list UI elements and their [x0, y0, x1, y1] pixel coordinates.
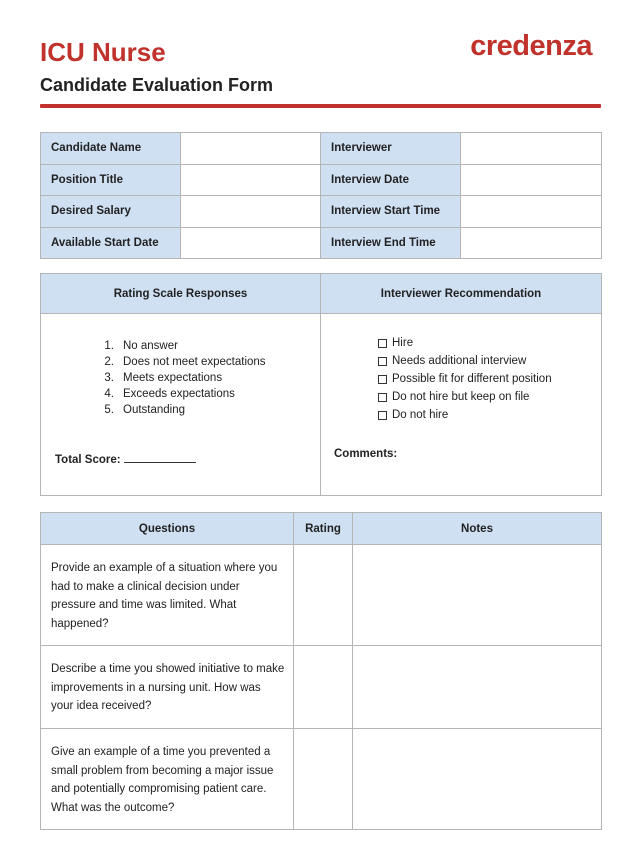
candidate-name-field[interactable]	[181, 133, 321, 165]
total-score-label: Total Score:	[55, 454, 121, 466]
recommendation-option[interactable]	[378, 370, 601, 388]
credenza-logo: credenza	[470, 30, 592, 62]
notes-field[interactable]	[353, 545, 602, 646]
recommendation-option[interactable]	[378, 334, 601, 352]
available-start-date-label: Available Start Date	[41, 227, 181, 259]
desired-salary-label: Desired Salary	[41, 196, 181, 228]
rating-scale-header: Rating Scale Responses	[41, 274, 321, 314]
list-item	[94, 370, 320, 386]
list-item	[94, 354, 320, 370]
table-row	[41, 646, 602, 729]
questions-table	[40, 512, 602, 830]
candidate-name-label: Candidate Name	[41, 133, 181, 165]
questions-header: Questions	[41, 513, 294, 545]
notes-field[interactable]	[353, 729, 602, 830]
rating-field[interactable]	[294, 729, 353, 830]
option-label: Needs additional interview	[392, 355, 527, 367]
option-label: Possible fit for different position	[392, 373, 552, 385]
info-row	[41, 227, 602, 259]
rating-field[interactable]	[294, 545, 353, 646]
info-row	[41, 133, 602, 165]
rating-scale-list	[94, 338, 320, 418]
list-text: Meets expectations	[123, 372, 223, 384]
notes-field[interactable]	[353, 646, 602, 729]
list-number: 5.	[104, 404, 114, 416]
list-number: 3.	[104, 372, 114, 384]
total-score	[55, 452, 320, 466]
checkbox-icon[interactable]	[378, 357, 387, 366]
desired-salary-field[interactable]	[181, 196, 321, 228]
table-row	[41, 545, 602, 646]
checkbox-icon[interactable]	[378, 339, 387, 348]
list-number: 2.	[104, 356, 114, 368]
interview-start-time-field[interactable]	[461, 196, 602, 228]
total-score-blank[interactable]	[124, 452, 196, 463]
list-text: No answer	[123, 340, 178, 352]
candidate-info-table	[40, 132, 602, 259]
question-text: Describe a time you showed initiative to make improvements in a nursing unit. How was your idea received?	[41, 646, 294, 729]
available-start-date-field[interactable]	[181, 227, 321, 259]
rating-field[interactable]	[294, 646, 353, 729]
option-label: Do not hire but keep on file	[392, 391, 530, 403]
position-title-field[interactable]	[181, 164, 321, 196]
page-subtitle: Candidate Evaluation Form	[40, 75, 274, 95]
interviewer-field[interactable]	[461, 133, 602, 165]
interview-date-label: Interview Date	[321, 164, 461, 196]
rating-scale-cell	[41, 314, 321, 496]
recommendation-header: Interviewer Recommendation	[321, 274, 602, 314]
question-text: Provide an example of a situation where you had to make a clinical decision under pressure and time was limited. What happened?	[41, 545, 294, 646]
table-row	[41, 729, 602, 830]
question-text: Give an example of a time you prevented a small problem from becoming a major issue and potentially compromising patient care. What was the outcome?	[41, 729, 294, 830]
info-row	[41, 164, 602, 196]
list-item	[94, 402, 320, 418]
interview-end-time-label: Interview End Time	[321, 227, 461, 259]
checkbox-icon[interactable]	[378, 393, 387, 402]
comments-label: Comments:	[334, 448, 398, 460]
interviewer-label: Interviewer	[321, 133, 461, 165]
checkbox-icon[interactable]	[378, 375, 387, 384]
recommendation-option[interactable]	[378, 406, 601, 424]
list-item	[94, 338, 320, 354]
list-number: 4.	[104, 388, 114, 400]
header-divider	[40, 104, 601, 108]
list-text: Exceeds expectations	[123, 388, 235, 400]
interview-start-time-label: Interview Start Time	[321, 196, 461, 228]
notes-header: Notes	[353, 513, 602, 545]
interview-date-field[interactable]	[461, 164, 602, 196]
info-row	[41, 196, 602, 228]
list-text: Outstanding	[123, 404, 186, 416]
list-item	[94, 386, 320, 402]
rating-scale-table	[40, 273, 602, 496]
list-number: 1.	[104, 340, 114, 352]
recommendation-list	[378, 334, 601, 424]
position-title-label: Position Title	[41, 164, 181, 196]
option-label: Do not hire	[392, 409, 449, 421]
recommendation-option[interactable]	[378, 352, 601, 370]
recommendation-option[interactable]	[378, 388, 601, 406]
list-text: Does not meet expectations	[123, 356, 266, 368]
rating-header: Rating	[294, 513, 353, 545]
recommendation-cell	[321, 314, 602, 496]
page-title: ICU Nurse	[40, 37, 166, 67]
checkbox-icon[interactable]	[378, 411, 387, 420]
interview-end-time-field[interactable]	[461, 227, 602, 259]
option-label: Hire	[392, 337, 414, 349]
